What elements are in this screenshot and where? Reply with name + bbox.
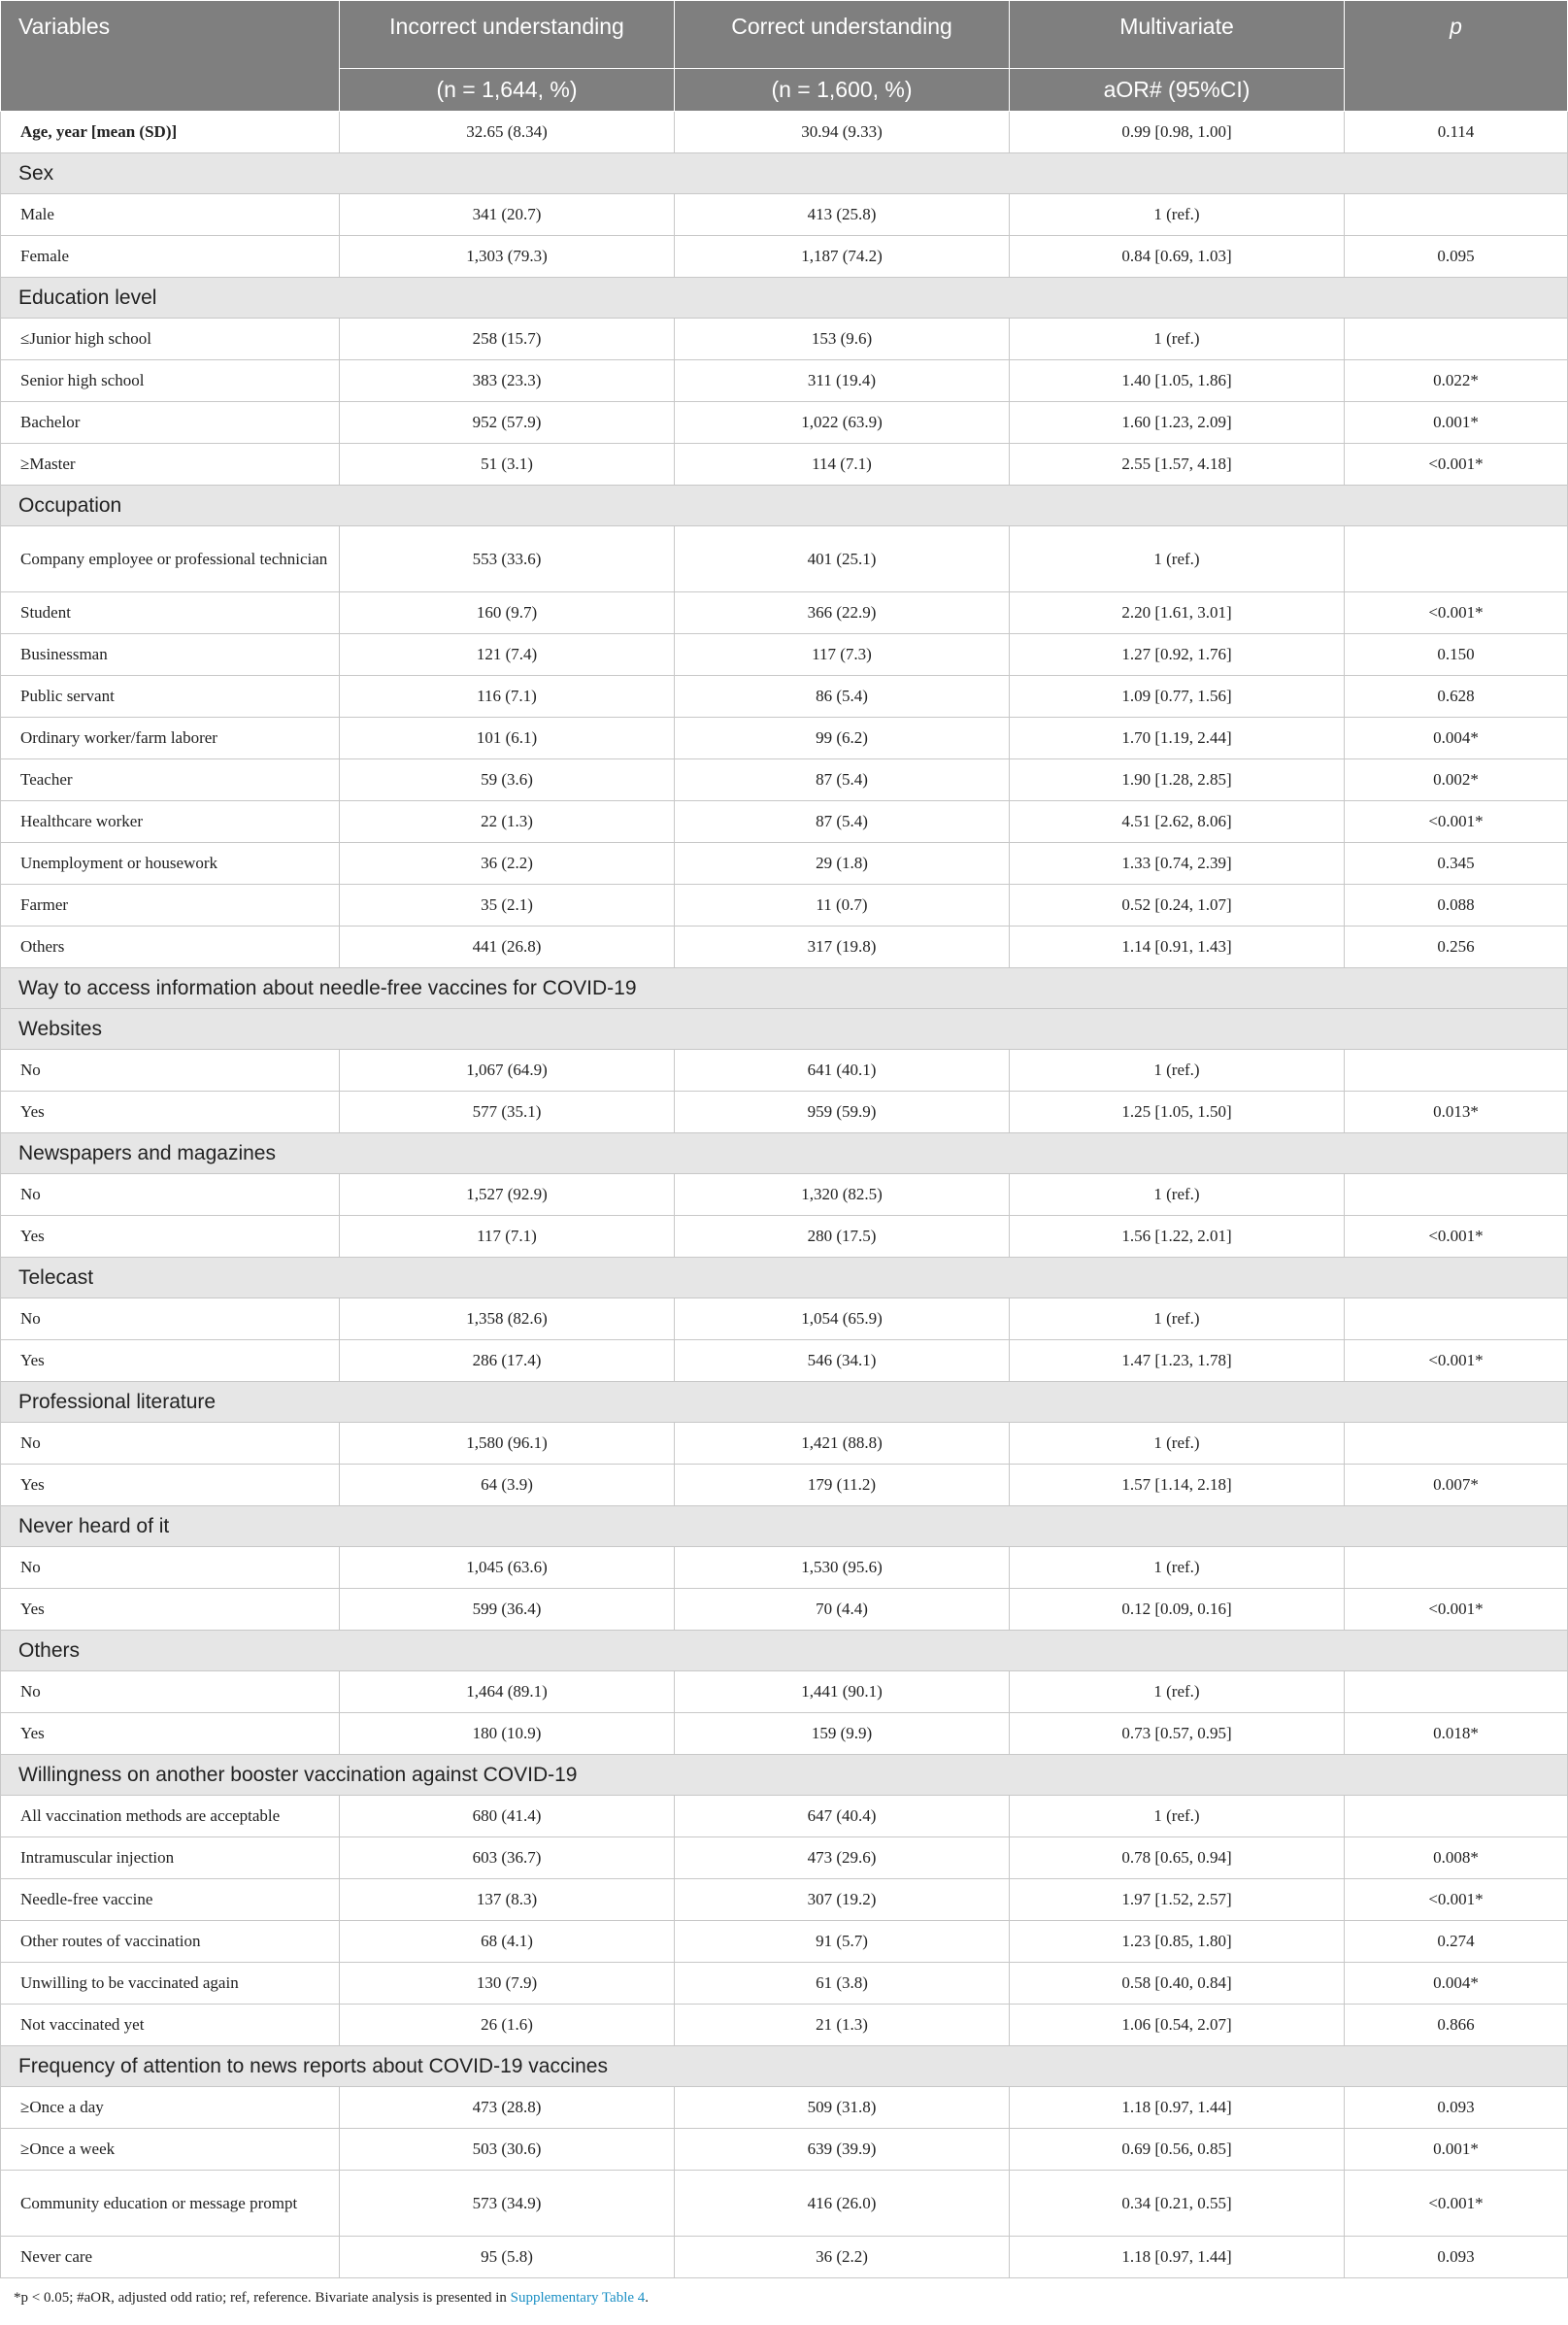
cell-aor: 4.51 [2.62, 8.06] — [1010, 801, 1345, 843]
cell-correct: 1,320 (82.5) — [675, 1174, 1010, 1216]
cell-p-value: <0.001* — [1345, 801, 1568, 843]
cell-incorrect: 603 (36.7) — [340, 1837, 675, 1879]
row-label: Public servant — [1, 676, 340, 718]
row-label: No — [1, 1423, 340, 1465]
cell-correct: 959 (59.9) — [675, 1092, 1010, 1133]
row-label: Needle-free vaccine — [1, 1879, 340, 1921]
row-label: ≥Master — [1, 444, 340, 486]
cell-p-value: 0.628 — [1345, 676, 1568, 718]
cell-p-value — [1345, 1298, 1568, 1340]
table-row — [1, 1298, 1568, 1340]
header-correct-n: (n = 1,600, %) — [675, 69, 1010, 112]
section-label: Never heard of it — [1, 1506, 1568, 1547]
cell-aor: 1 (ref.) — [1010, 1298, 1345, 1340]
row-label: Other routes of vaccination — [1, 1921, 340, 1963]
cell-incorrect: 1,527 (92.9) — [340, 1174, 675, 1216]
cell-incorrect: 117 (7.1) — [340, 1216, 675, 1258]
header-correct: Correct understanding — [675, 1, 1010, 69]
cell-aor: 1.23 [0.85, 1.80] — [1010, 1921, 1345, 1963]
row-label: Student — [1, 592, 340, 634]
table-row — [1, 1671, 1568, 1713]
cell-p-value: <0.001* — [1345, 444, 1568, 486]
section-label: Professional literature — [1, 1382, 1568, 1423]
cell-incorrect: 35 (2.1) — [340, 885, 675, 927]
row-label: ≤Junior high school — [1, 319, 340, 360]
cell-p-value: <0.001* — [1345, 1879, 1568, 1921]
cell-correct: 1,441 (90.1) — [675, 1671, 1010, 1713]
cell-p-value: 0.274 — [1345, 1921, 1568, 1963]
cell-correct: 70 (4.4) — [675, 1589, 1010, 1631]
row-label: Businessman — [1, 634, 340, 676]
cell-p-value — [1345, 526, 1568, 592]
cell-aor: 1.18 [0.97, 1.44] — [1010, 2237, 1345, 2278]
cell-aor: 1.56 [1.22, 2.01] — [1010, 1216, 1345, 1258]
cell-correct: 416 (26.0) — [675, 2171, 1010, 2237]
table-row — [1, 2237, 1568, 2278]
section-label: Others — [1, 1631, 1568, 1671]
row-label: Company employee or professional technician — [1, 526, 340, 592]
cell-aor: 2.20 [1.61, 3.01] — [1010, 592, 1345, 634]
cell-aor: 1 (ref.) — [1010, 1050, 1345, 1092]
cell-aor: 0.78 [0.65, 0.94] — [1010, 1837, 1345, 1879]
cell-p-value — [1345, 1796, 1568, 1837]
row-label: No — [1, 1050, 340, 1092]
cell-correct: 1,054 (65.9) — [675, 1298, 1010, 1340]
table-row — [1, 927, 1568, 968]
row-label: Community education or message prompt — [1, 2171, 340, 2237]
cell-aor: 0.84 [0.69, 1.03] — [1010, 236, 1345, 278]
cell-incorrect: 441 (26.8) — [340, 927, 675, 968]
cell-p-value: 0.007* — [1345, 1465, 1568, 1506]
supplementary-table-link[interactable]: Supplementary Table 4 — [510, 2290, 646, 2306]
cell-incorrect: 116 (7.1) — [340, 676, 675, 718]
cell-correct: 86 (5.4) — [675, 676, 1010, 718]
cell-correct: 413 (25.8) — [675, 194, 1010, 236]
cell-aor: 1 (ref.) — [1010, 1423, 1345, 1465]
table-row — [1, 1547, 1568, 1589]
table-row — [1, 1050, 1568, 1092]
cell-correct: 366 (22.9) — [675, 592, 1010, 634]
cell-aor: 0.34 [0.21, 0.55] — [1010, 2171, 1345, 2237]
table-row — [1, 526, 1568, 592]
table-row — [1, 112, 1568, 153]
cell-incorrect: 32.65 (8.34) — [340, 112, 675, 153]
cell-aor: 1 (ref.) — [1010, 526, 1345, 592]
cell-aor: 1.25 [1.05, 1.50] — [1010, 1092, 1345, 1133]
cell-incorrect: 95 (5.8) — [340, 2237, 675, 2278]
table-footnote — [0, 2278, 1335, 2318]
cell-aor: 0.12 [0.09, 0.16] — [1010, 1589, 1345, 1631]
table-row — [1, 1796, 1568, 1837]
cell-incorrect: 258 (15.7) — [340, 319, 675, 360]
cell-incorrect: 64 (3.9) — [340, 1465, 675, 1506]
header-variables: Variables — [1, 1, 340, 112]
header-multivariate: Multivariate — [1010, 1, 1345, 69]
cell-p-value — [1345, 1174, 1568, 1216]
cell-incorrect: 286 (17.4) — [340, 1340, 675, 1382]
section-header-row — [1, 153, 1568, 194]
row-label: ≥Once a day — [1, 2087, 340, 2129]
table-header — [1, 1, 1568, 112]
cell-incorrect: 680 (41.4) — [340, 1796, 675, 1837]
cell-p-value: 0.008* — [1345, 1837, 1568, 1879]
cell-aor: 1.60 [1.23, 2.09] — [1010, 402, 1345, 444]
cell-p-value — [1345, 1050, 1568, 1092]
table-row — [1, 885, 1568, 927]
cell-correct: 117 (7.3) — [675, 634, 1010, 676]
cell-incorrect: 101 (6.1) — [340, 718, 675, 759]
cell-correct: 473 (29.6) — [675, 1837, 1010, 1879]
section-header-row — [1, 1506, 1568, 1547]
row-label: Unemployment or housework — [1, 843, 340, 885]
section-header-row — [1, 278, 1568, 319]
cell-aor: 1.70 [1.19, 2.44] — [1010, 718, 1345, 759]
cell-correct: 639 (39.9) — [675, 2129, 1010, 2171]
section-header-row — [1, 1133, 1568, 1174]
table-row — [1, 1216, 1568, 1258]
header-incorrect: Incorrect understanding — [340, 1, 675, 69]
row-label: Age, year [mean (SD)] — [1, 112, 340, 153]
cell-incorrect: 503 (30.6) — [340, 2129, 675, 2171]
cell-aor: 1.57 [1.14, 2.18] — [1010, 1465, 1345, 1506]
row-label: Female — [1, 236, 340, 278]
row-label: Healthcare worker — [1, 801, 340, 843]
cell-incorrect: 1,464 (89.1) — [340, 1671, 675, 1713]
table-row — [1, 592, 1568, 634]
cell-correct: 1,022 (63.9) — [675, 402, 1010, 444]
row-label: No — [1, 1671, 340, 1713]
section-header-row — [1, 1755, 1568, 1796]
cell-incorrect: 473 (28.8) — [340, 2087, 675, 2129]
cell-correct: 401 (25.1) — [675, 526, 1010, 592]
cell-p-value: <0.001* — [1345, 1216, 1568, 1258]
footnote-text: *p < 0.05; #aOR, adjusted odd ratio; ref, reference. Bivariate analysis is presented in — [14, 2290, 511, 2306]
row-label: Yes — [1, 1713, 340, 1755]
table-row — [1, 1837, 1568, 1879]
cell-incorrect: 573 (34.9) — [340, 2171, 675, 2237]
table-row — [1, 236, 1568, 278]
cell-incorrect: 180 (10.9) — [340, 1713, 675, 1755]
table-row — [1, 1963, 1568, 2005]
cell-p-value: 0.001* — [1345, 2129, 1568, 2171]
header-incorrect-n: (n = 1,644, %) — [340, 69, 675, 112]
cell-aor: 0.52 [0.24, 1.07] — [1010, 885, 1345, 927]
cell-aor: 1 (ref.) — [1010, 319, 1345, 360]
cell-p-value — [1345, 1423, 1568, 1465]
row-label: Ordinary worker/farm laborer — [1, 718, 340, 759]
section-header-row — [1, 2046, 1568, 2087]
cell-correct: 179 (11.2) — [675, 1465, 1010, 1506]
table-row — [1, 1092, 1568, 1133]
section-label: Websites — [1, 1009, 1568, 1050]
row-label: ≥Once a week — [1, 2129, 340, 2171]
section-label: Education level — [1, 278, 1568, 319]
cell-aor: 1 (ref.) — [1010, 1547, 1345, 1589]
cell-aor: 1 (ref.) — [1010, 1796, 1345, 1837]
row-label: No — [1, 1547, 340, 1589]
table-row — [1, 676, 1568, 718]
cell-incorrect: 341 (20.7) — [340, 194, 675, 236]
cell-incorrect: 1,067 (64.9) — [340, 1050, 675, 1092]
table-row — [1, 444, 1568, 486]
cell-incorrect: 51 (3.1) — [340, 444, 675, 486]
cell-aor: 1.47 [1.23, 1.78] — [1010, 1340, 1345, 1382]
row-label: Male — [1, 194, 340, 236]
cell-p-value: 0.018* — [1345, 1713, 1568, 1755]
table-row — [1, 402, 1568, 444]
row-label: Yes — [1, 1216, 340, 1258]
cell-aor: 1.06 [0.54, 2.07] — [1010, 2005, 1345, 2046]
table-body — [1, 112, 1568, 2278]
cell-aor: 1.18 [0.97, 1.44] — [1010, 2087, 1345, 2129]
table-row — [1, 843, 1568, 885]
cell-incorrect: 121 (7.4) — [340, 634, 675, 676]
table-row — [1, 801, 1568, 843]
cell-correct: 1,530 (95.6) — [675, 1547, 1010, 1589]
table-row — [1, 1174, 1568, 1216]
row-label: Senior high school — [1, 360, 340, 402]
section-label: Newspapers and magazines — [1, 1133, 1568, 1174]
table-row — [1, 2005, 1568, 2046]
row-label: Yes — [1, 1465, 340, 1506]
cell-correct: 280 (17.5) — [675, 1216, 1010, 1258]
cell-incorrect: 599 (36.4) — [340, 1589, 675, 1631]
cell-aor: 0.69 [0.56, 0.85] — [1010, 2129, 1345, 2171]
table-row — [1, 1879, 1568, 1921]
section-header-row — [1, 486, 1568, 526]
header-p: p — [1345, 1, 1568, 112]
cell-correct: 87 (5.4) — [675, 801, 1010, 843]
cell-correct: 87 (5.4) — [675, 759, 1010, 801]
row-label: Intramuscular injection — [1, 1837, 340, 1879]
cell-correct: 91 (5.7) — [675, 1921, 1010, 1963]
cell-aor: 0.58 [0.40, 0.84] — [1010, 1963, 1345, 2005]
cell-correct: 509 (31.8) — [675, 2087, 1010, 2129]
section-header-row — [1, 1009, 1568, 1050]
cell-p-value: 0.095 — [1345, 236, 1568, 278]
row-label: Yes — [1, 1589, 340, 1631]
cell-p-value: <0.001* — [1345, 1589, 1568, 1631]
cell-p-value: 0.088 — [1345, 885, 1568, 927]
cell-correct: 641 (40.1) — [675, 1050, 1010, 1092]
cell-correct: 11 (0.7) — [675, 885, 1010, 927]
section-label: Way to access information about needle-free vaccines for COVID-19 — [1, 968, 1568, 1009]
table-row — [1, 319, 1568, 360]
table-row — [1, 759, 1568, 801]
section-label: Willingness on another booster vaccination against COVID-19 — [1, 1755, 1568, 1796]
cell-p-value — [1345, 1547, 1568, 1589]
cell-incorrect: 68 (4.1) — [340, 1921, 675, 1963]
row-label: No — [1, 1174, 340, 1216]
table-row — [1, 718, 1568, 759]
footnote-end: . — [645, 2290, 650, 2306]
cell-correct: 29 (1.8) — [675, 843, 1010, 885]
table-row — [1, 1465, 1568, 1506]
section-header-row — [1, 1258, 1568, 1298]
table-row — [1, 2087, 1568, 2129]
row-label: Never care — [1, 2237, 340, 2278]
cell-aor: 0.99 [0.98, 1.00] — [1010, 112, 1345, 153]
cell-incorrect: 952 (57.9) — [340, 402, 675, 444]
cell-p-value: 0.866 — [1345, 2005, 1568, 2046]
cell-correct: 311 (19.4) — [675, 360, 1010, 402]
table-row — [1, 360, 1568, 402]
cell-aor: 1.09 [0.77, 1.56] — [1010, 676, 1345, 718]
cell-correct: 61 (3.8) — [675, 1963, 1010, 2005]
cell-incorrect: 22 (1.3) — [340, 801, 675, 843]
section-header-row — [1, 1382, 1568, 1423]
cell-correct: 546 (34.1) — [675, 1340, 1010, 1382]
cell-p-value: 0.004* — [1345, 1963, 1568, 2005]
cell-correct: 36 (2.2) — [675, 2237, 1010, 2278]
cell-incorrect: 26 (1.6) — [340, 2005, 675, 2046]
cell-p-value: 0.002* — [1345, 759, 1568, 801]
cell-correct: 1,187 (74.2) — [675, 236, 1010, 278]
cell-incorrect: 160 (9.7) — [340, 592, 675, 634]
row-label: Yes — [1, 1340, 340, 1382]
table-row — [1, 1423, 1568, 1465]
cell-aor: 0.73 [0.57, 0.95] — [1010, 1713, 1345, 1755]
cell-p-value — [1345, 319, 1568, 360]
section-header-row — [1, 968, 1568, 1009]
cell-p-value: <0.001* — [1345, 592, 1568, 634]
cell-incorrect: 130 (7.9) — [340, 1963, 675, 2005]
section-label: Occupation — [1, 486, 1568, 526]
cell-correct: 307 (19.2) — [675, 1879, 1010, 1921]
header-aor: aOR# (95%CI) — [1010, 69, 1345, 112]
cell-incorrect: 137 (8.3) — [340, 1879, 675, 1921]
cell-p-value: 0.022* — [1345, 360, 1568, 402]
cell-aor: 1 (ref.) — [1010, 194, 1345, 236]
cell-p-value: <0.001* — [1345, 1340, 1568, 1382]
cell-aor: 1.40 [1.05, 1.86] — [1010, 360, 1345, 402]
cell-p-value: <0.001* — [1345, 2171, 1568, 2237]
cell-p-value: 0.013* — [1345, 1092, 1568, 1133]
cell-correct: 317 (19.8) — [675, 927, 1010, 968]
cell-correct: 99 (6.2) — [675, 718, 1010, 759]
cell-incorrect: 36 (2.2) — [340, 843, 675, 885]
section-label: Telecast — [1, 1258, 1568, 1298]
cell-incorrect: 1,580 (96.1) — [340, 1423, 675, 1465]
cell-p-value: 0.001* — [1345, 402, 1568, 444]
cell-incorrect: 59 (3.6) — [340, 759, 675, 801]
row-label: Unwilling to be vaccinated again — [1, 1963, 340, 2005]
cell-p-value: 0.093 — [1345, 2087, 1568, 2129]
cell-aor: 1 (ref.) — [1010, 1671, 1345, 1713]
table-row — [1, 1713, 1568, 1755]
section-label: Frequency of attention to news reports about COVID-19 vaccines — [1, 2046, 1568, 2087]
row-label: Yes — [1, 1092, 340, 1133]
cell-incorrect: 383 (23.3) — [340, 360, 675, 402]
row-label: All vaccination methods are acceptable — [1, 1796, 340, 1837]
table-row — [1, 1340, 1568, 1382]
row-label: Teacher — [1, 759, 340, 801]
row-label: No — [1, 1298, 340, 1340]
cell-correct: 21 (1.3) — [675, 2005, 1010, 2046]
cell-aor: 1.90 [1.28, 2.85] — [1010, 759, 1345, 801]
row-label: Farmer — [1, 885, 340, 927]
cell-p-value — [1345, 1671, 1568, 1713]
cell-correct: 153 (9.6) — [675, 319, 1010, 360]
row-label: Not vaccinated yet — [1, 2005, 340, 2046]
cell-incorrect: 1,303 (79.3) — [340, 236, 675, 278]
table-row — [1, 194, 1568, 236]
table-row — [1, 2171, 1568, 2237]
cell-p-value: 0.256 — [1345, 927, 1568, 968]
cell-p-value: 0.004* — [1345, 718, 1568, 759]
cell-p-value — [1345, 194, 1568, 236]
cell-p-value: 0.345 — [1345, 843, 1568, 885]
row-label: Bachelor — [1, 402, 340, 444]
cell-correct: 159 (9.9) — [675, 1713, 1010, 1755]
row-label: Others — [1, 927, 340, 968]
cell-correct: 114 (7.1) — [675, 444, 1010, 486]
section-label: Sex — [1, 153, 1568, 194]
cell-p-value: 0.150 — [1345, 634, 1568, 676]
table-row — [1, 1921, 1568, 1963]
cell-incorrect: 553 (33.6) — [340, 526, 675, 592]
cell-p-value: 0.093 — [1345, 2237, 1568, 2278]
cell-correct: 647 (40.4) — [675, 1796, 1010, 1837]
cell-aor: 1.33 [0.74, 2.39] — [1010, 843, 1345, 885]
section-header-row — [1, 1631, 1568, 1671]
cell-correct: 30.94 (9.33) — [675, 112, 1010, 153]
cell-aor: 1.14 [0.91, 1.43] — [1010, 927, 1345, 968]
cell-p-value: 0.114 — [1345, 112, 1568, 153]
table-row — [1, 634, 1568, 676]
cell-correct: 1,421 (88.8) — [675, 1423, 1010, 1465]
cell-aor: 2.55 [1.57, 4.18] — [1010, 444, 1345, 486]
cell-aor: 1 (ref.) — [1010, 1174, 1345, 1216]
cell-aor: 1.97 [1.52, 2.57] — [1010, 1879, 1345, 1921]
table-row — [1, 1589, 1568, 1631]
cell-incorrect: 1,045 (63.6) — [340, 1547, 675, 1589]
cell-incorrect: 577 (35.1) — [340, 1092, 675, 1133]
cell-incorrect: 1,358 (82.6) — [340, 1298, 675, 1340]
cell-aor: 1.27 [0.92, 1.76] — [1010, 634, 1345, 676]
table-row — [1, 2129, 1568, 2171]
